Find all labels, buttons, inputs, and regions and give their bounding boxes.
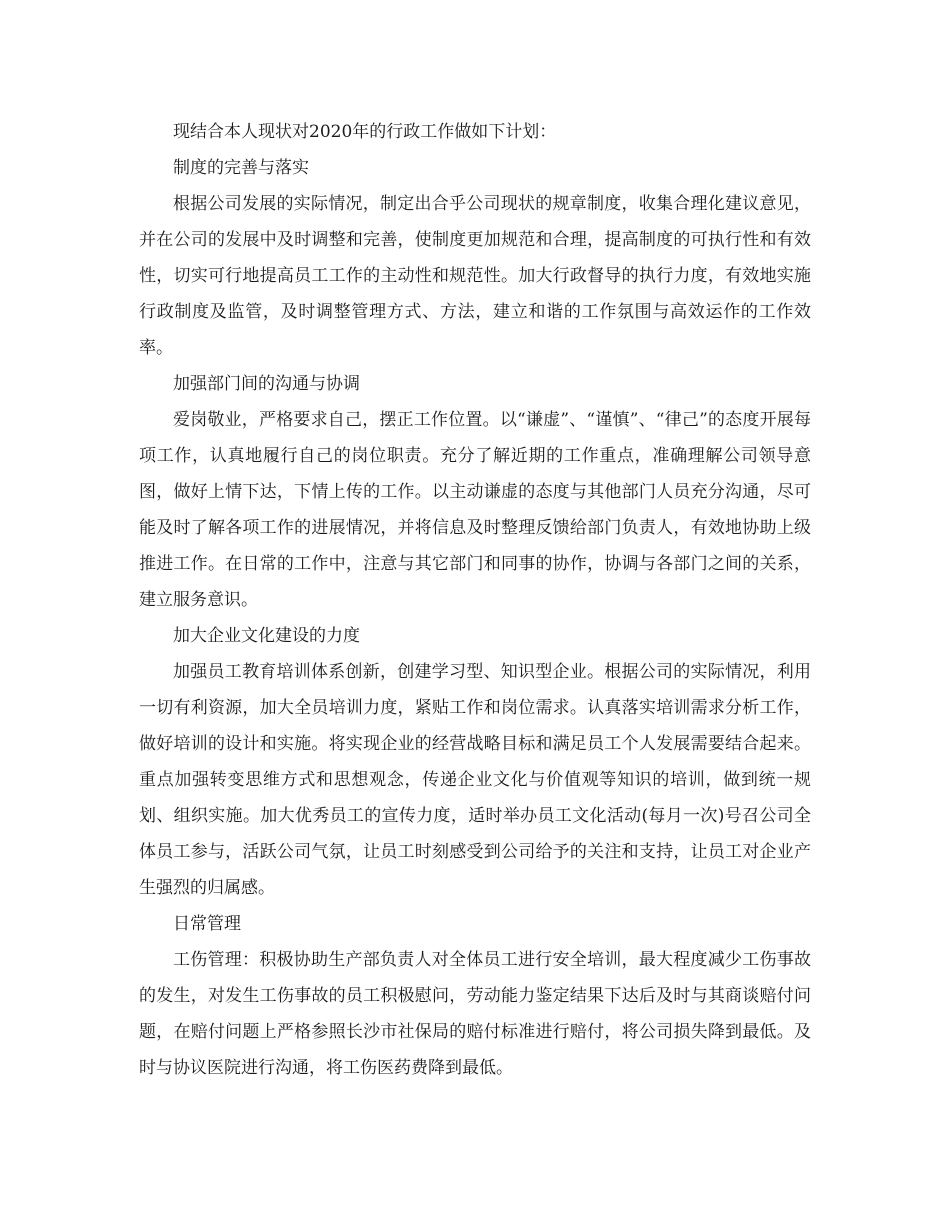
section-body-system: 根据公司发展的实际情况，制定出合乎公司现状的规章制度，收集合理化建议意见，并在公司的发展中及时调整和完善，使制度更加规范和合理，提高制度的可执行性和有效性，切实可行地提高员工工作的主动性和规范性。加大行政督导的执行力度，有效地实施行政制度及监管，及时调整管理方式、方法，建立和谐的工作氛围与高效运作的工作效率。	[139, 194, 811, 358]
intro-paragraph: 现结合本人现状对2020年的行政工作做如下计划：	[173, 122, 557, 142]
section-heading-daily-management: 日常管理	[173, 914, 241, 934]
section-body-daily-management: 工伤管理：积极协助生产部负责人对全体员工进行安全培训，最大程度减少工伤事故的发生，对发生工伤事故的员工积极慰问，劳动能力鉴定结果下达后及时与其商谈赔付问题，在赔付问题上严格参照长沙市社保局的赔付标准进行赔付，将公司损失降到最低。及时与协议医院进行沟通，将工伤医药费降到最低。	[139, 950, 811, 1078]
section-heading-communication: 加强部门间的沟通与协调	[173, 374, 360, 394]
section-body-communication: 爱岗敬业，严格要求自己，摆正工作位置。以“谦虚”、“谨慎”、“律己”的态度开展每项工作，认真地履行自己的岗位职责。充分了解近期的工作重点，准确理解公司领导意图，做好上情下达，下情上传的工作。以主动谦虚的态度与其他部门人员充分沟通，尽可能及时了解各项工作的进展情况，并将信息及时整理反馈给部门负责人，有效地协助上级推进工作。在日常的工作中，注意与其它部门和同事的协作，协调与各部门之间的关系，建立服务意识。	[139, 410, 811, 610]
section-heading-culture: 加大企业文化建设的力度	[173, 626, 360, 646]
document-body	[139, 114, 811, 1086]
section-heading-system: 制度的完善与落实	[173, 158, 309, 178]
section-body-culture: 加强员工教育培训体系创新，创建学习型、知识型企业。根据公司的实际情况，利用一切有利资源，加大全员培训力度，紧贴工作和岗位需求。认真落实培训需求分析工作，做好培训的设计和实施。将实现企业的经营战略目标和满足员工个人发展需要结合起来。重点加强转变思维方式和思想观念，传递企业文化与价值观等知识的培训，做到统一规划、组织实施。加大优秀员工的宣传力度，适时举办员工文化活动(每月一次)号召公司全体员工参与，活跃公司气氛，让员工时刻感受到公司给予的关注和支持，让员工对企业产生强烈的归属感。	[139, 662, 811, 898]
